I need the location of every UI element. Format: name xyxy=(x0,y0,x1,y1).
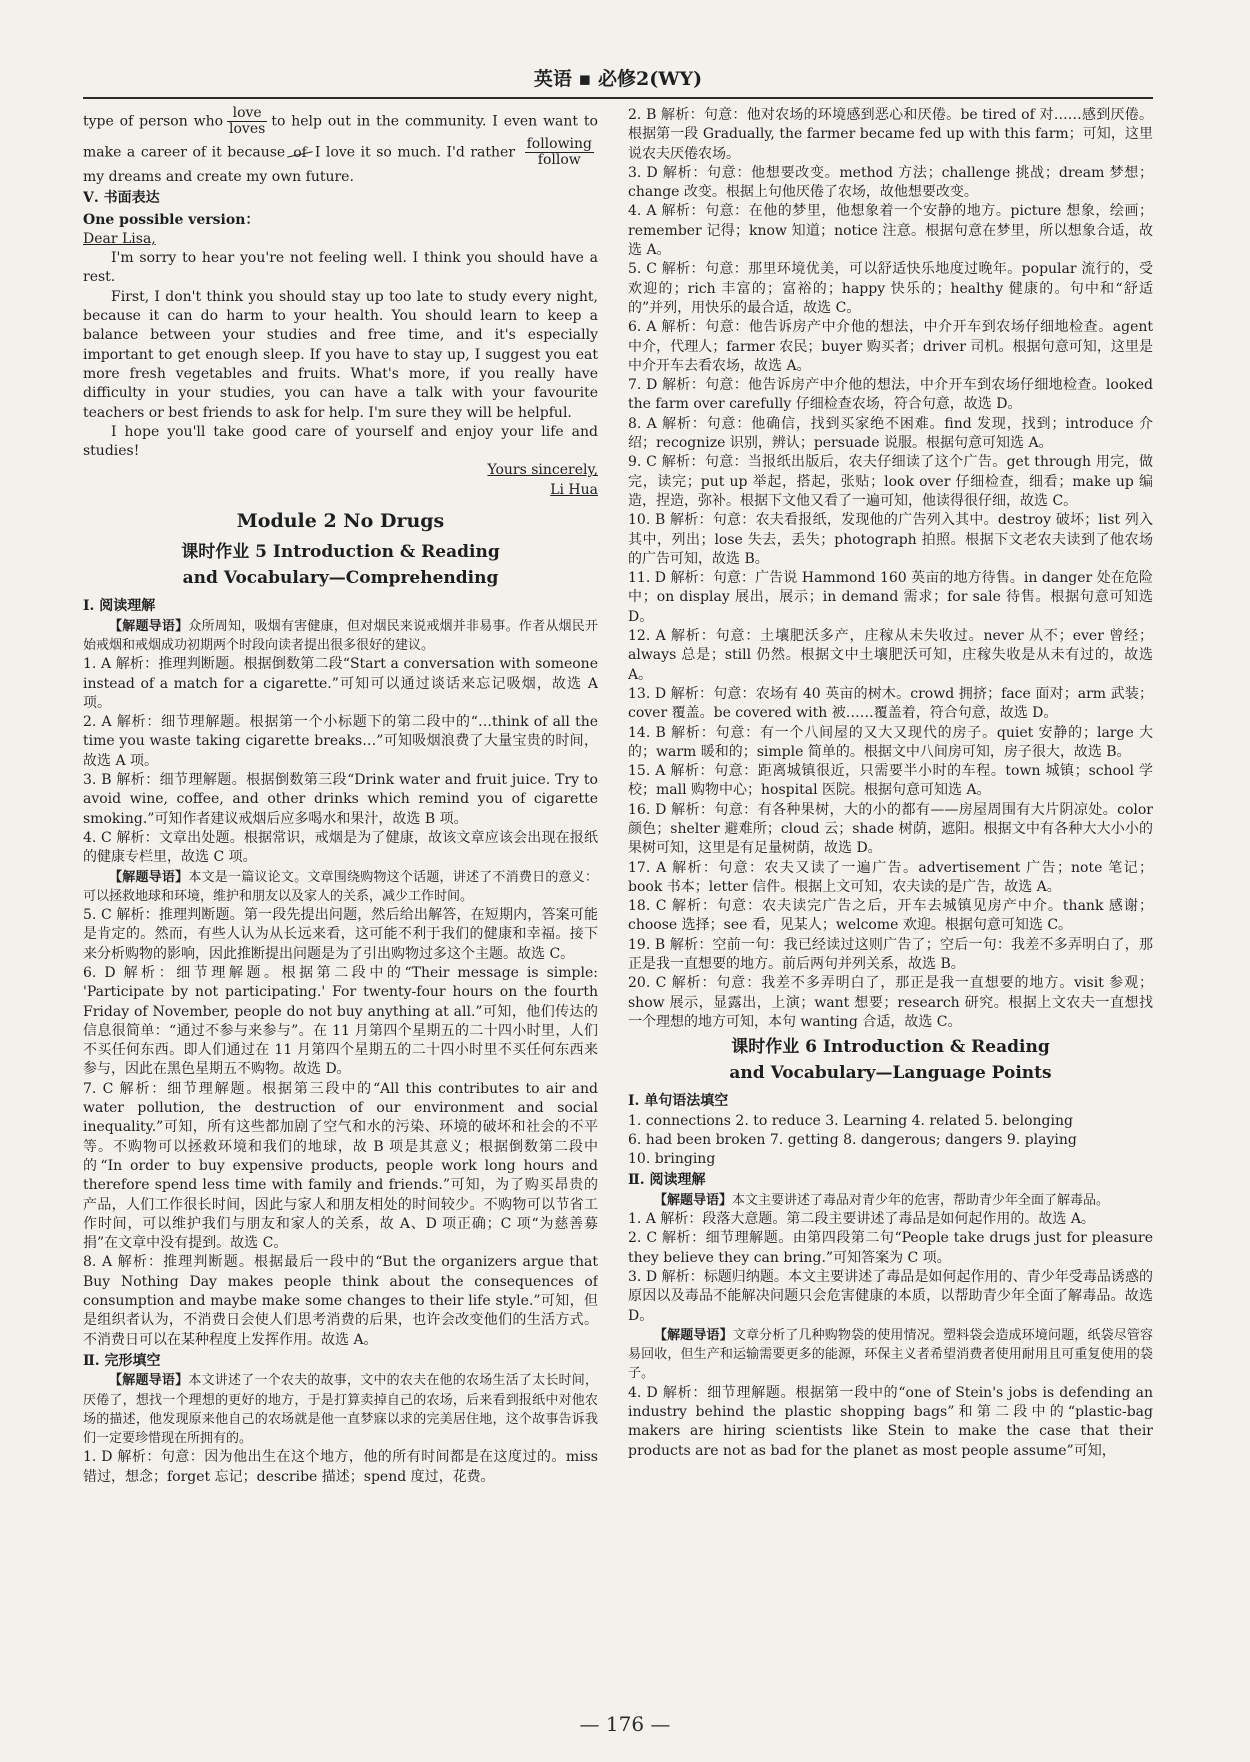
fill-answers: 10. bringing xyxy=(628,1151,716,1168)
answer-item: 8. A 解析：推理判断题。根据最后一段中的“But the organizers argue that Buy Nothing Day makes people think about the consequences of consumption and maybe make some changes to their life style.”可知，但是组织者认为，不消费日会使人们思考消费的后果，也许会改变他们的生活方式。不消费日可以在某种程度上发挥作用。故选 A。 xyxy=(83,1254,598,1348)
answer-item: 6. A 解析：句意：他告诉房产中介他的想法，中介开车到农场仔细地检查。agent 中介，代理人；farmer 农民；buyer 购买者；driver 司机。根据句意可知，这里是中介开车去看农场，故选 A。 xyxy=(628,319,1153,374)
corrected-word: loves xyxy=(229,121,266,137)
answer-item: 20. C 解析：句意：我差不多弄明白了，那正是我一直想要的地方。visit 参观；show 展示，显露出，上演；want 想要；research 研究。根据上文农夫一直想找一个理想的地方可知，本句 wanting 合适，故选 C。 xyxy=(628,975,1153,1030)
guide-label: 【解题导语】 xyxy=(654,1327,733,1343)
lesson-title xyxy=(628,1034,1153,1086)
letter-paragraph: First, I don't think you should stay up too late to study every night, because it can do harm to your health. You should learn to keep a balance between your studies and free time, and it's especially important to get enough sleep. If you have to stay up, I suggest you eat more fresh vegetables and fruits. What's more, if you really have difficulty in your studies, you can have a talk with your favourite teachers or best friends to ask for help. I'm sure they will be helpful. xyxy=(83,288,598,421)
guide-label: 【解题导语】 xyxy=(109,618,189,634)
text-line: type of person who xyxy=(83,113,224,130)
header-rule xyxy=(83,97,1153,99)
answer-item: 13. D 解析：句意：农场有 40 英亩的树木。crowd 拥挤；face 面对；arm 武装；cover 覆盖。be covered with 被……覆盖着，符合句意，故选 D。 xyxy=(628,685,1153,722)
answer-item: 8. A 解析：句意：他确信，找到买家绝不困难。find 发现，找到；introduce 介绍；recognize 识别，辨认；persuade 说服。根据句意可知选 A。 xyxy=(628,415,1153,452)
letter-paragraph: I'm sorry to hear you're not feeling well. I think you should have a rest. xyxy=(83,250,598,286)
left-column xyxy=(83,106,598,1696)
answer-item: 18. C 解析：句意：农夫读完广告之后，开车去城镇见房产中介。thank 感谢；choose 选择；see 看，见某人；welcome 欢迎。根据句意可知选 C。 xyxy=(628,898,1153,934)
lesson-title-line: and Vocabulary—Language Points xyxy=(729,1063,1052,1084)
letter-paragraph: I hope you'll take good care of yourself and enjoy your life and studies! xyxy=(83,423,598,460)
answer-item: 3. D 解析：标题归纳题。本文主要讲述了毒品是如何起作用的、青少年受毒品诱惑的原因以及毒品不能解决问题只会危害健康的本质，以帮助青少年全面了解毒品。故选 D。 xyxy=(628,1268,1153,1324)
answer-item: 3. D 解析：句意：他想要改变。method 方法；challenge 挑战；dream 梦想；change 改变。根据上句他厌倦了农场，故他想要改变。 xyxy=(628,164,1153,201)
answer-item: 10. B 解析：句意：农夫看报纸，发现他的广告列入其中。destroy 破坏；list 列入其中，列出；lose 失去，丢失；photograph 拍照。根据下文老农夫读到了他农场的广告可知，故选 B。 xyxy=(628,512,1153,567)
answer-item: 6. D 解析：细节理解题。根据第二段中的“Their message is simple: 'Participate by not participating.' For twenty-four hours on the fourth Friday of November, people do not buy anything at all.”可知，他们传达的信息很简单：“通过不参与来参与”。在 11 月第四个星期五的二十四小时里，人们不买任何东西。即人们通过在 11 月第四个星期五的二十四小时里不买任何东西来参与，因此在黑色星期五不购物。故选 D。 xyxy=(83,964,598,1078)
salutation: Dear Lisa, xyxy=(83,230,156,247)
section-heading: Ⅰ. 阅读理解 xyxy=(83,598,156,615)
answer-item: 7. D 解析：句意：他告诉房产中介他的想法，中介开车到农场仔细地检查。looked the farm over carefully 仔细检查农场，符合句意，故选 D。 xyxy=(628,377,1153,413)
answer-item: 9. C 解析：句意：当报纸出版后，农夫仔细读了这个广告。get through 用完，做完，读完；put up 举起，搭起，张贴；look over 仔细检查，细看；make up 编造，捏造，弥补。根据下文他又看了一遍可知，他读得很仔细，故选 C。 xyxy=(628,454,1153,509)
letter-signature: Li Hua xyxy=(550,481,598,498)
text-line: my dreams and create my own future. xyxy=(83,169,354,185)
guide-text: 本文是一篇议论文。文章围绕购物这个话题，讲述了不消费日的意义：可以拯救地球和环境，维护和朋友以及家人的关系，减少工作时间。 xyxy=(83,869,598,904)
text-line: I love it so much. I'd rather xyxy=(314,144,516,161)
fill-answers: 6. had been broken 7. getting 8. dangerous; dangers 9. playing xyxy=(628,1131,1077,1148)
text-line: to help out in the community. I even want xyxy=(271,113,579,130)
answer-item: 16. D 解析：句意：有各种果树，大的小的都有——房屋周围有大片阴凉处。color 颜色；shelter 避难所；cloud 云；shade 树荫，遮阳。根据文中有各种大大小小的果树可知，这里是有足量树荫，故选 D。 xyxy=(628,801,1153,857)
guide-note xyxy=(83,868,598,907)
section-heading: Ⅱ. 阅读理解 xyxy=(628,1172,706,1189)
answer-item: 15. A 解析：句意：距离城镇很近，只需要半小时的车程。town 城镇；school 学校；mall 购物中心；hospital 医院。根据句意可知选 A。 xyxy=(628,763,1153,799)
answer-item: 19. B 解析：空前一句：我已经读过这则广告了；空后一句：我差不多弄明白了，那正是我一直想要的地方。前后两句并列关系，故选 B。 xyxy=(628,936,1153,973)
struck-word: following xyxy=(526,136,593,152)
answer-item: 2. A 解析：细节理解题。根据第一个小标题下的第二段中的“…think of all the time you waste taking cigarette breaks…”可知吸烟浪费了大量宝贵的时间，故选 A 项。 xyxy=(83,714,598,769)
section-heading: Ⅴ. 书面表达 xyxy=(83,190,160,207)
letter-fragment xyxy=(83,106,598,187)
guide-text: 本文主要讲述了毒品对青少年的危害，帮助青少年全面了解毒品。 xyxy=(732,1192,1110,1208)
guide-note xyxy=(628,1191,1153,1210)
answer-item: 1. A 解析：推理判断题。根据倒数第二段“Start a conversation with someone instead of a match for a cigarette.”可知可以通过谈话来忘记吸烟，故选 A 项。 xyxy=(83,656,598,711)
guide-text: 文章分析了几种购物袋的使用情况。塑料袋会造成环境问题，纸袋尽管容易回收，但生产和运输需要更多的能源，环保主义者希望消费者使用耐用且可重复使用的袋子。 xyxy=(628,1327,1153,1382)
guide-note xyxy=(83,617,598,656)
answer-item: 5. C 解析：推理判断题。第一段先提出问题，然后给出解答，在短期内，答案可能是肯定的。然而，有些人认为从长远来看，这可能不利于我们的健康和幸福。接下来分析购物的影响，因此推断提出问题是为了引出购物过多这个主题。故选 C。 xyxy=(83,907,598,962)
answer-item: 2. B 解析：句意：他对农场的环境感到恶心和厌倦。be tired of 对……感到厌倦。根据第一段 Gradually, the farmer became fed up with this farm；可知，这里说农夫厌倦农场。 xyxy=(628,107,1153,162)
version-label: One possible version： xyxy=(83,211,260,228)
lesson-title-line: 课时作业 5 Introduction & Reading xyxy=(181,542,500,563)
answer-item: 3. B 解析：细节理解题。根据倒数第三段“Drink water and fruit juice. Try to avoid wine, coffee, and other drinks which remind you of cigarette smoking.”可知作者建议戒烟后应多喝水和果汁，故选 B 项。 xyxy=(83,772,598,827)
guide-note xyxy=(83,1371,598,1448)
guide-label: 【解题导语】 xyxy=(109,869,189,885)
correction-love xyxy=(227,106,267,137)
corrected-word: follow xyxy=(537,152,581,168)
guide-text: 众所周知，吸烟有害健康，但对烟民来说戒烟并非易事。作者从烟民开始戒烟和戒烟成功初期两个时段向读者提出很多很好的建议。 xyxy=(83,618,598,653)
module-title: Module 2 No Drugs xyxy=(236,510,445,533)
guide-label: 【解题导语】 xyxy=(109,1373,189,1389)
page-number: — 176 — xyxy=(579,1712,671,1736)
guide-text: 本文讲述了一个农夫的故事，文中的农夫在他的农场生活了太长时间，厌倦了，想找一个理想的更好的地方，于是打算卖掉自己的农场，后来看到报纸中对他农场的描述，他发现原来他自己的农场就是他一直梦寐以求的完美居住地，这个故事告诉我们一定要珍惜现在所拥有的。 xyxy=(83,1373,598,1447)
fill-answers: 1. connections 2. to reduce 3. Learning 4. related 5. belonging xyxy=(628,1112,1073,1129)
answer-item: 2. C 解析：细节理解题。由第四段第二句“People take drugs just for pleasure they believe they can bring.”可知答案为 C 项。 xyxy=(628,1230,1153,1266)
guide-label: 【解题导语】 xyxy=(654,1192,733,1208)
struck-word: love xyxy=(227,106,267,122)
answer-item: 17. A 解析：句意：农夫又读了一遍广告。advertisement 广告；note 笔记；book 书本；letter 信件。根据上文可知，农夫读的是广告，故选 A。 xyxy=(628,859,1153,895)
text-line: to make a career of it because xyxy=(83,113,598,161)
lesson-title-line: and Vocabulary—Comprehending xyxy=(182,568,499,589)
answer-item: 12. A 解析：句意：土壤肥沃多产，庄稼从未失收过。never 从不；ever 曾经；always 总是；still 仍然。根据文中土壤肥沃可知，庄稼失收是从未有过的，故选 A。 xyxy=(628,628,1153,683)
right-column xyxy=(628,106,1153,1696)
guide-note xyxy=(628,1326,1153,1384)
answer-item: 4. D 解析：细节理解题。根据第一段中的“one of Stein's jobs is defending an industry behind the plastic shopping bags”和第二段中的“plastic-bag makers are hiring scientists like Stein to make the case that their products are not as bad for the planet as most people assume”可知， xyxy=(628,1384,1153,1459)
correction-follow xyxy=(525,137,594,168)
answer-item: 5. C 解析：句意：那里环境优美，可以舒适快乐地度过晚年。popular 流行的，受欢迎的；rich 丰富的；富裕的；happy 快乐的；healthy 健康的。句中和“舒适的”并列，用快乐的最合适，故选 C。 xyxy=(628,261,1153,316)
deleted-word: of xyxy=(285,144,315,163)
answer-item: 14. B 解析：句意：有一个八间屋的又大又现代的房子。quiet 安静的；large 大的；warm 暖和的；simple 简单的。根据文中八间房可知，房子很大，故选 B。 xyxy=(628,724,1153,760)
answer-item: 7. C 解析：细节理解题。根据第三段中的“All this contributes to air and water pollution, the destruction of our environment and social inequality.”可知，所有这些都加剧了空气和水的污染、环境的破坏和社会的不平等。不购物可以拯救环境和我们的地球，故 B 项是其意义；根据倒数第二段中的“In order to buy expensive products, people work long hours and therefore spend less time with family and friends.”可知，为了购买昂贵的产品，人们工作很长时间，因此与家人和朋友相处的时间较少。不购物可以节省工作时间，可以维护我们与朋友和家人的关系，故 A、D 项正确；C 项“为慈善募捐”在文章中没有提到。故选 C。 xyxy=(83,1080,598,1252)
answer-item: 4. A 解析：句意：在他的梦里，他想象着一个安静的地方。picture 想象，绘画；remember 记得；know 知道；notice 注意。根据句意在梦里，所以想象合适，故选 A。 xyxy=(628,203,1153,259)
answer-item: 1. A 解析：段落大意题。第二段主要讲述了毒品是如何起作用的。故选 A。 xyxy=(628,1211,1095,1228)
letter-closing: Yours sincerely, xyxy=(487,462,598,479)
answer-item: 4. C 解析：文章出处题。根据常识，戒烟是为了健康，故该文章应该会出现在报纸的健康专栏里，故选 C 项。 xyxy=(83,829,598,866)
lesson-title xyxy=(83,539,598,591)
answer-item: 1. D 解析：句意：因为他出生在这个地方，他的所有时间都是在这度过的。miss 错过，想念；forget 忘记；describe 描述；spend 度过，花费。 xyxy=(83,1449,598,1485)
section-heading: Ⅱ. 完形填空 xyxy=(83,1352,161,1369)
running-header: 英语 ▪ 必修2(WY) xyxy=(533,68,703,90)
lesson-title-line: 课时作业 6 Introduction & Reading xyxy=(731,1037,1050,1058)
answer-item: 11. D 解析：句意：广告说 Hammond 160 英亩的地方待售。in danger 处在危险中；on display 展出，展示；in demand 需求；for sale 待售。根据句意可知选 D。 xyxy=(628,570,1153,625)
section-heading: Ⅰ. 单句语法填空 xyxy=(628,1093,729,1110)
